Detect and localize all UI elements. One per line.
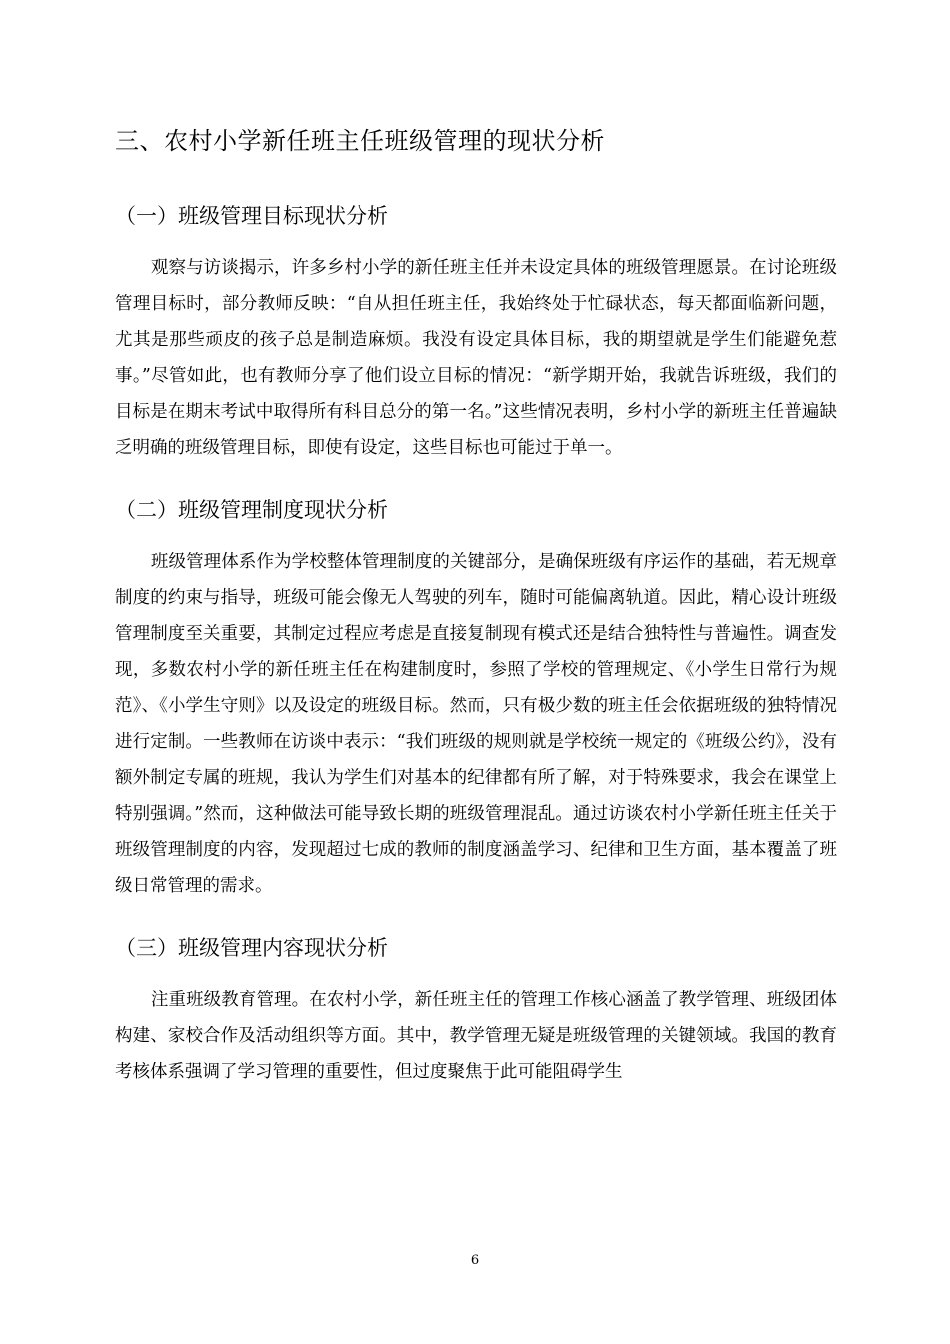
subsection-title-2: （二）班级管理制度现状分析 [115, 498, 388, 522]
spacer [115, 236, 837, 250]
spacer [115, 530, 837, 544]
section-title: 三、农村小学新任班主任班级管理的现状分析 [115, 127, 605, 155]
paragraph-2: 班级管理体系作为学校整体管理制度的关键部分，是确保班级有序运作的基础，若无规章制度的约束与指导，班级可能会像无人驾驶的列车，随时可能偏离轨道。因此，精心设计班级管理制度至关重要，其制定过程应考虑是直接复制现有模式还是结合独特性与普遍性。调查发现，多数农村小学的新任班主任在构建制度时，参照了学校的管理规定、《小学生日常行为规范》、《小学生守则》以及设定的班级目标。然而，只有极少数的班主任会依据班级的独特情况进行定制。一些教师在访谈中表示：“我们班级的规则就是学校统一规定的《班级公约》，没有额外制定专属的班规，我认为学生们对基本的纪律都有所了解，对于特殊要求，我会在课堂上特别强调。”然而，这种做法可能导致长期的班级管理混乱。通过访谈农村小学新任班主任关于班级管理制度的内容，发现超过七成的教师的制度涵盖学习、纪律和卫生方面，基本覆盖了班级日常管理的需求。 [115, 552, 837, 896]
subsection-title-3: （三）班级管理内容现状分析 [115, 936, 388, 960]
spacer [115, 466, 837, 490]
paragraph-3: 注重班级教育管理。在农村小学，新任班主任的管理工作核心涵盖了教学管理、班级团体构建、家校合作及活动组织等方面。其中，教学管理无疑是班级管理的关键领域。我国的教育考核体系强调了学习管理的重要性，但过度聚焦于此可能阻碍学生 [115, 990, 837, 1082]
page-number: 6 [470, 1253, 480, 1268]
page-content [115, 118, 837, 1090]
paragraph-1: 观察与访谈揭示，许多乡村小学的新任班主任并未设定具体的班级管理愿景。在讨论班级管理目标时，部分教师反映：“自从担任班主任，我始终处于忙碌状态，每天都面临新问题，尤其是那些顽皮的孩子总是制造麻烦。我没有设定具体目标，我的期望就是学生们能避免惹事。”尽管如此，也有教师分享了他们设立目标的情况：“新学期开始，我就告诉班级，我们的目标是在期末考试中取得所有科目总分的第一名。”这些情况表明，乡村小学的新班主任普遍缺乏明确的班级管理目标，即使有设定，这些目标也可能过于单一。 [115, 258, 837, 458]
spacer [115, 968, 837, 982]
spacer [115, 164, 837, 196]
spacer [115, 904, 837, 928]
subsection-title-1: （一）班级管理目标现状分析 [115, 204, 388, 228]
